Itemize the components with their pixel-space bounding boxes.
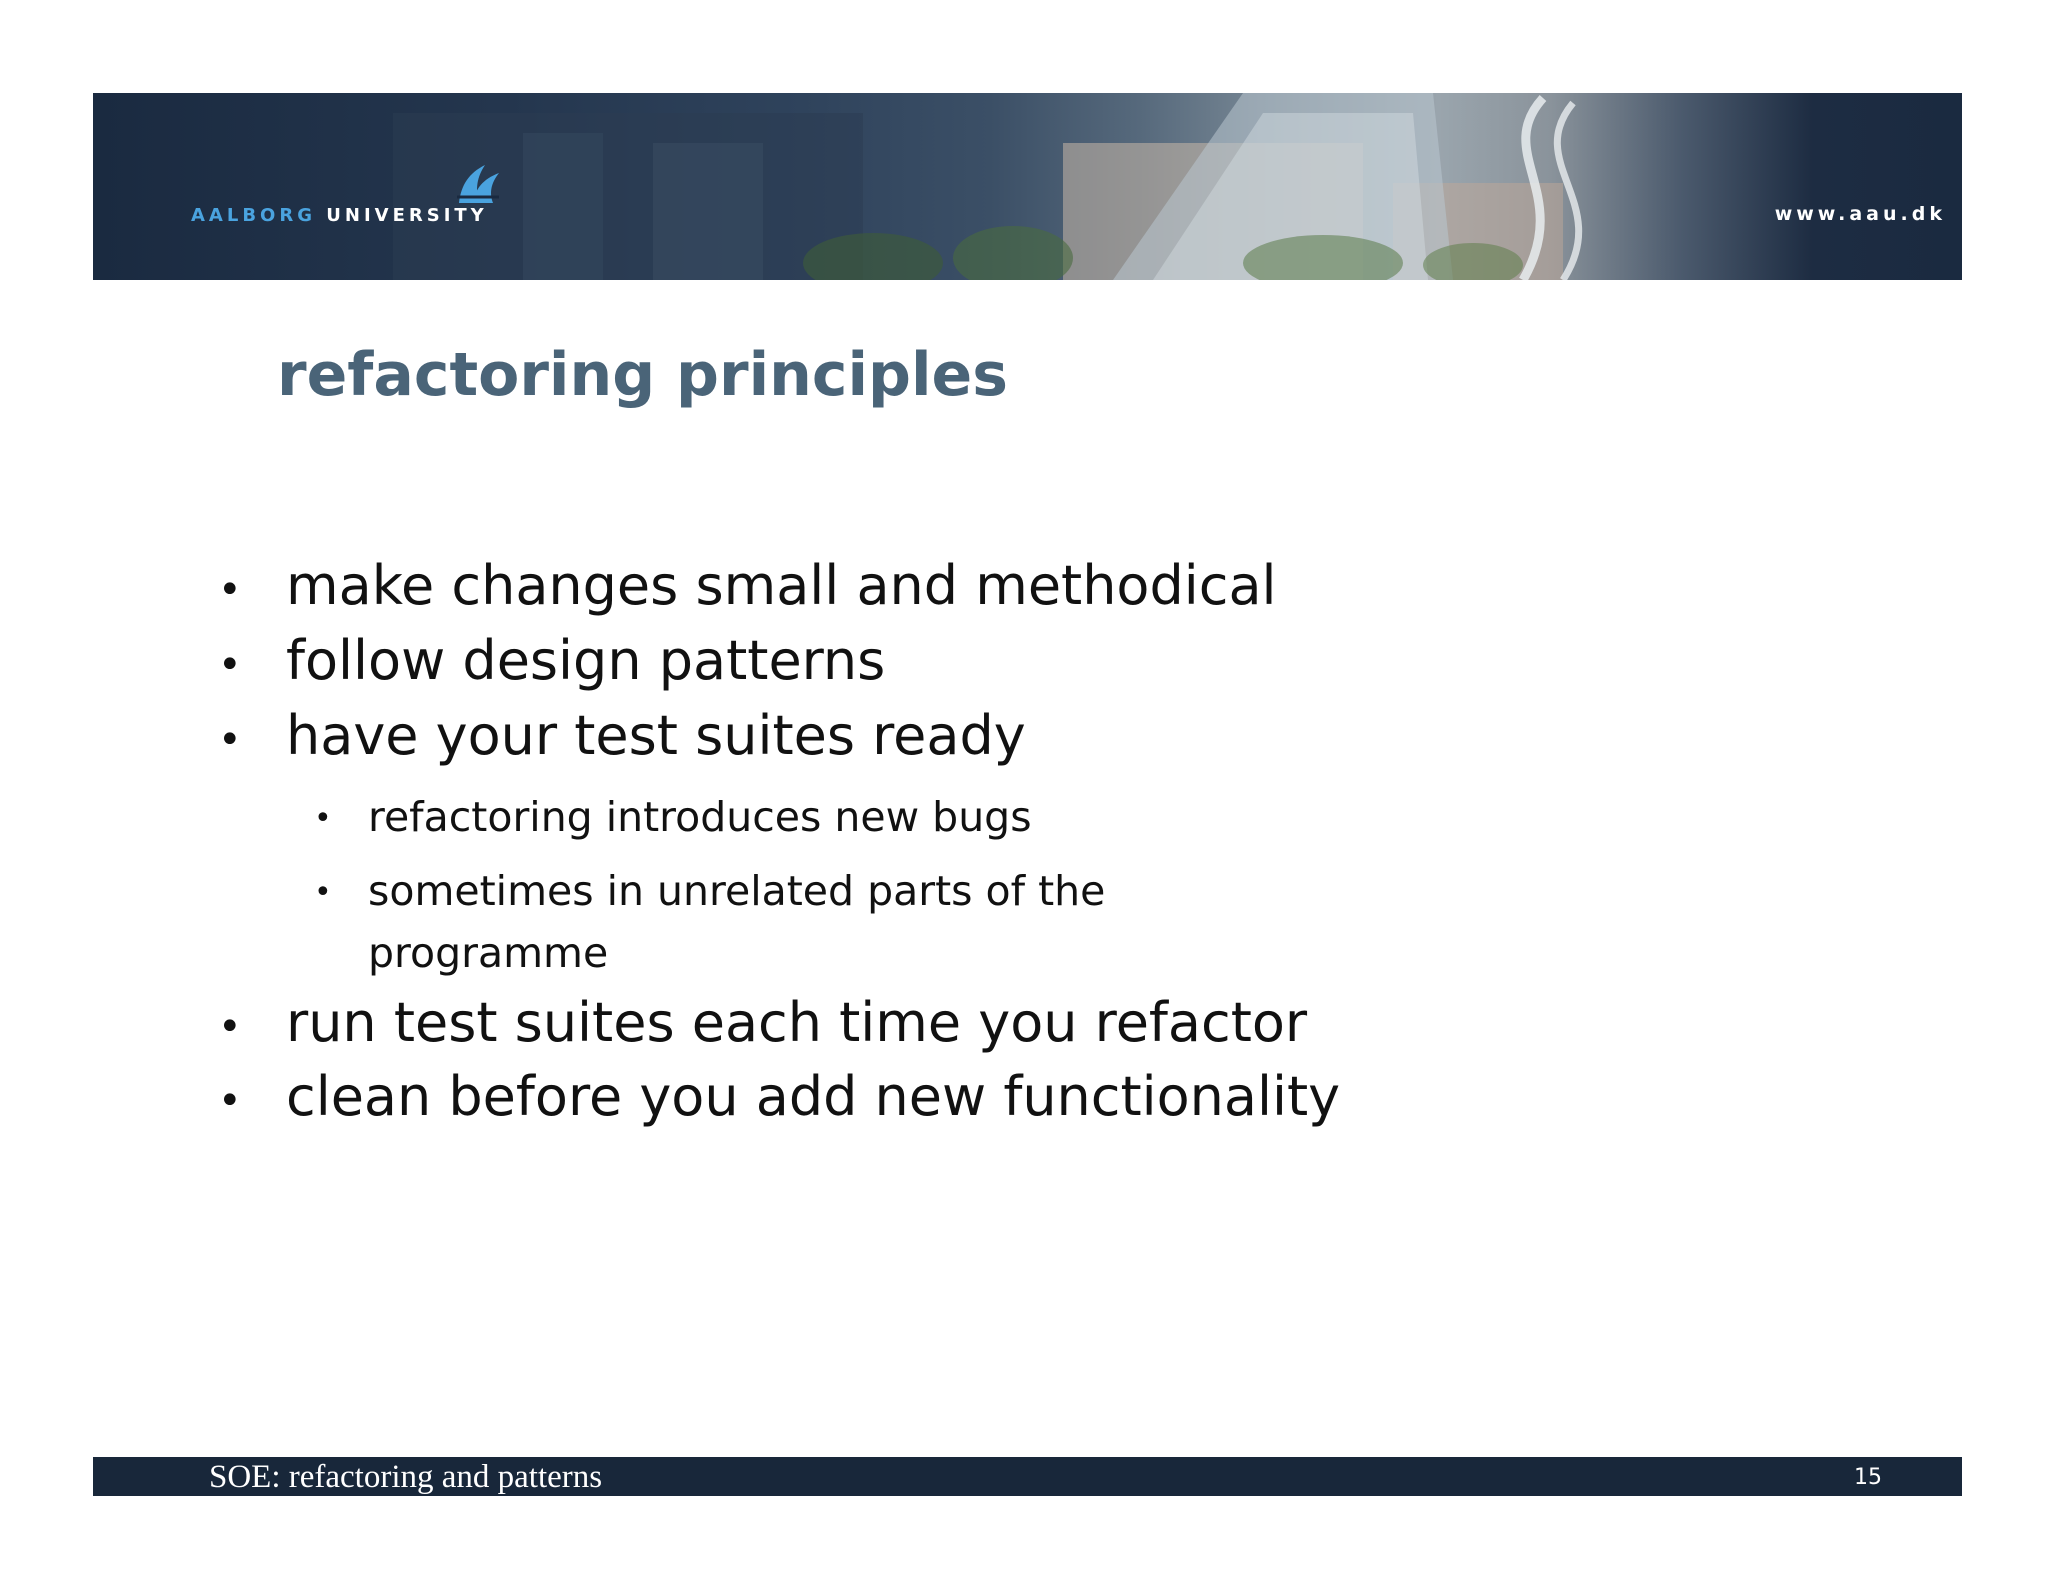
bullet-text: make changes small and methodical	[286, 554, 1277, 617]
bullet-dot-icon: •	[314, 875, 332, 910]
bullet-dot-icon: •	[218, 1004, 242, 1050]
bullet-dot-icon: •	[314, 801, 332, 836]
logo-word-university: UNIVERSITY	[326, 205, 488, 226]
bullet-text: sometimes in unrelated parts of the programme	[368, 867, 1106, 977]
footer-course-title: SOE: refactoring and patterns	[209, 1459, 603, 1495]
slide-title: refactoring principles	[277, 340, 1008, 410]
bullet-dot-icon: •	[218, 717, 242, 763]
bullet-text: have your test suites ready	[286, 704, 1026, 767]
footer-bar	[93, 1457, 1962, 1496]
bullet-text: refactoring introduces new bugs	[368, 793, 1032, 841]
bullet-text: follow design patterns	[286, 629, 886, 692]
bullet-text: run test suites each time you refactor	[286, 991, 1308, 1054]
logo-word-aalborg: AALBORG	[191, 205, 316, 226]
site-url: www.aau.dk	[1774, 203, 1946, 225]
bullet-text: clean before you add new functionality	[286, 1065, 1341, 1128]
bullet-dot-icon: •	[218, 1078, 242, 1124]
bullet-dot-icon: •	[218, 567, 242, 613]
bullet-dot-icon: •	[218, 642, 242, 688]
page-number: 15	[1854, 1465, 1882, 1490]
